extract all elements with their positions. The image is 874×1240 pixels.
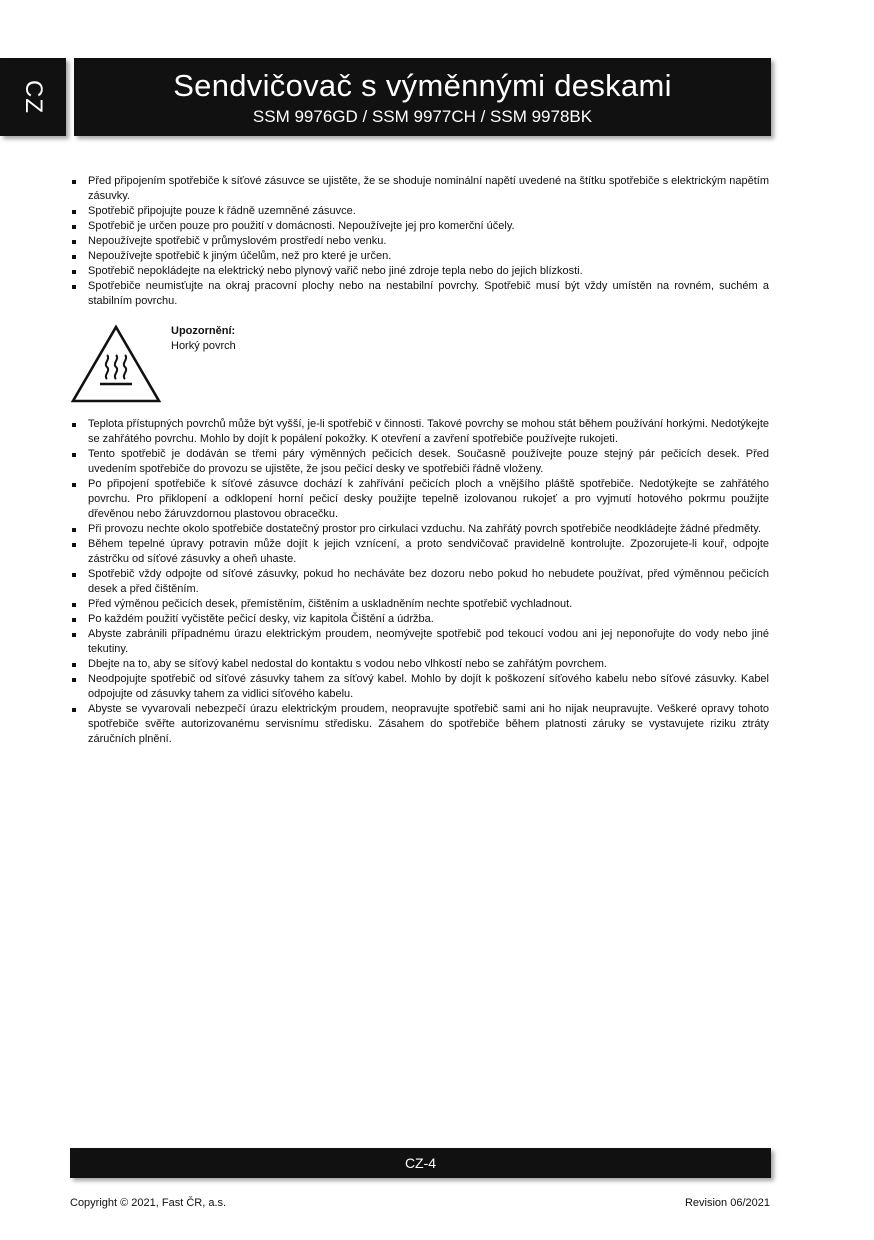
list-item: Během tepelné úpravy potravin může dojít k jejich vznícení, a proto sendvičovač pravidelně kontrolujte. Zpozorujete-li kouř, odpojte zástrčku od síťové zásuvky a oheň uhaste. — [70, 537, 769, 567]
list-item: Nepoužívejte spotřebič k jiným účelům, než pro které je určen. — [70, 249, 769, 264]
copyright: Copyright © 2021, Fast ČR, a.s. — [70, 1197, 227, 1209]
list-item: Neodpojujte spotřebič od síťové zásuvky tahem za síťový kabel. Mohlo by dojít k poškození síťového kabelu nebo síťové zásuvky. Kabel odpojujte od zásuvky tahem za vidlici síťového kabelu. — [70, 672, 769, 702]
list-item: Spotřebič nepokládejte na elektrický nebo plynový vařič nebo jiné zdroje tepla nebo do jejich blízkosti. — [70, 264, 769, 279]
bullet-list-bottom — [70, 417, 769, 747]
hot-surface-warning — [70, 319, 769, 407]
list-item: Po připojení spotřebiče k síťové zásuvce dochází k zahřívání pečicích ploch a vnějšího pláště spotřebiče. Nedotýkejte se zahřátého povrchu. Pro přiklopení a odklopení horní pečicí desky použijte tepelně izolovanou rukojeť a pro vyjmutí hotového pokrmu použijte dřevěnou nebo žáruvzdornou plastovou obracečku. — [70, 477, 769, 522]
list-item: Teplota přístupných povrchů může být vyšší, je-li spotřebič v činnosti. Takové povrchy se mohou stát během používání horkými. Nedotýkejte se zahřátého povrchu. Mohlo by dojít k popálení pokožky. K otevření a zavření spotřebiče používejte rukojeti. — [70, 417, 769, 447]
page-header — [74, 58, 771, 136]
language-tab — [0, 58, 66, 136]
list-item: Tento spotřebič je dodáván se třemi páry výměnných pečicích desek. Současně používejte pouze stejný pár pečicích desek. Před uvedením spotřebiče do provozu se ujistěte, že jsou pečicí desky ve spotřebiči řádně vloženy. — [70, 447, 769, 477]
page-number: CZ-4 — [404, 1155, 437, 1171]
list-item: Spotřebič vždy odpojte od síťové zásuvky, pokud ho necháváte bez dozoru nebo pokud ho nebudete používat, před výměnnou pečicích desek a před čištěním. — [70, 567, 769, 597]
page-title: Sendvičovač s výměnnými deskami — [173, 68, 672, 103]
page-number-bar — [70, 1148, 771, 1178]
bullet-list-top — [70, 174, 769, 309]
safety-instructions — [70, 174, 769, 747]
list-item: Při provozu nechte okolo spotřebiče dostatečný prostor pro cirkulaci vzduchu. Na zahřátý povrch spotřebiče neodkládejte žádné předměty. — [70, 522, 769, 537]
warning-text — [171, 324, 236, 354]
list-item: Spotřebič připojujte pouze k řádně uzemněné zásuvce. — [70, 204, 769, 219]
language-label: CZ — [20, 80, 47, 114]
model-numbers: SSM 9976GD / SSM 9977CH / SSM 9978BK — [252, 107, 593, 126]
warning-title: Upozornění: — [171, 325, 236, 337]
list-item: Abyste se vyvarovali nebezpečí úrazu elektrickým proudem, neopravujte spotřebič sami ani ho nijak neupravujte. Veškeré opravy tohoto spotřebiče svěřte autorizovanému servisnímu středisku. Zásahem do spotřebiče během platnosti záruky se vystavujete riziku ztráty záručních plnění. — [70, 702, 769, 747]
list-item: Nepoužívejte spotřebič v průmyslovém prostředí nebo venku. — [70, 234, 769, 249]
list-item: Po každém použití vyčistěte pečicí desky, viz kapitola Čištění a údržba. — [70, 612, 769, 627]
hot-surface-icon — [70, 324, 162, 404]
list-item: Před výměnou pečicích desek, přemístěním, čištěním a uskladněním nechte spotřebič vychladnout. — [70, 597, 769, 612]
list-item: Spotřebič je určen pouze pro použití v domácnosti. Nepoužívejte jej pro komerční účely. — [70, 219, 769, 234]
revision: Revision 06/2021 — [684, 1197, 770, 1209]
list-item: Abyste zabránili případnému úrazu elektrickým proudem, neomývejte spotřebič pod tekoucí vodou ani jej neponořujte do vody nebo jiné tekutiny. — [70, 627, 769, 657]
list-item: Dbejte na to, aby se síťový kabel nedostal do kontaktu s vodou nebo vlhkostí nebo se zahřátým povrchem. — [70, 657, 769, 672]
list-item: Spotřebiče neumisťujte na okraj pracovní plochy nebo na nestabilní povrchy. Spotřebič musí být vždy umístěn na rovném, suchém a stabilním povrchu. — [70, 279, 769, 309]
list-item: Před připojením spotřebiče k síťové zásuvce se ujistěte, že se shoduje nominální napětí uvedené na štítku spotřebiče s elektrickým napětím zásuvky. — [70, 174, 769, 204]
warning-description: Horký povrch — [171, 340, 236, 352]
